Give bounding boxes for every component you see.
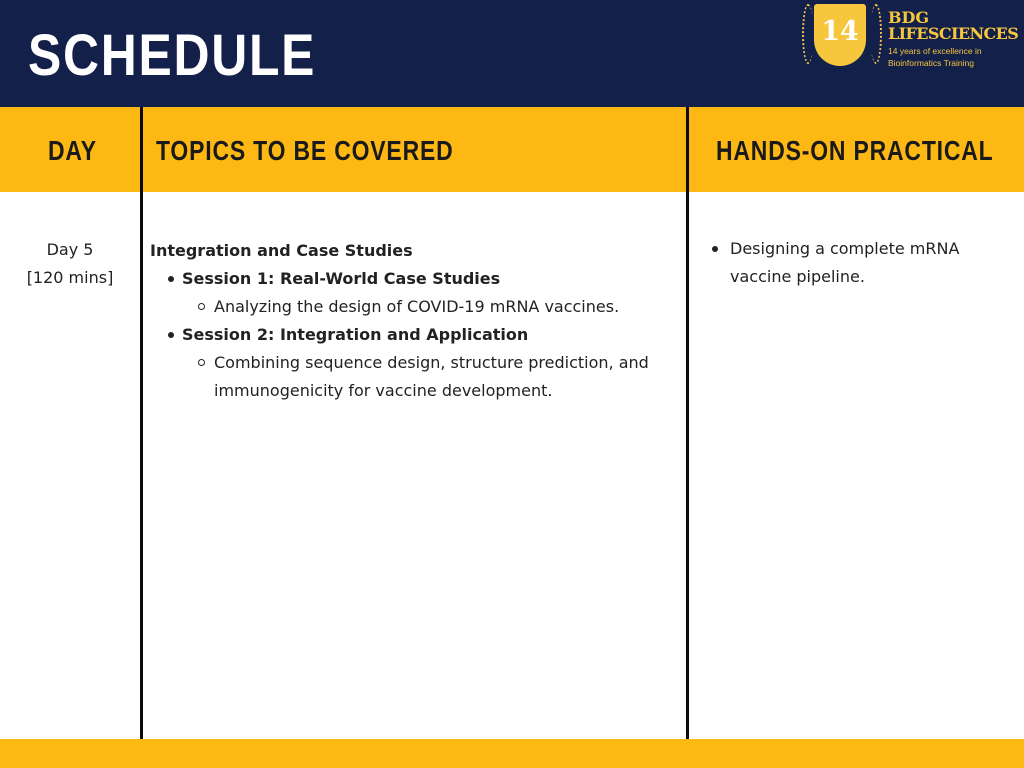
day-duration: [120 mins] (26, 268, 114, 287)
day-cell (0, 236, 140, 292)
session-item (150, 321, 682, 405)
session-subitem-text: Combining sequence design, structure prediction, and immunogenicity for vaccine development. (214, 353, 649, 400)
practical-item-text: Designing a complete mRNA vaccine pipeline. (730, 239, 960, 286)
column-header-day: DAY (48, 135, 97, 166)
bullet-icon (168, 332, 174, 338)
page-title: SCHEDULE (28, 23, 317, 88)
logo-brand-line1: BDG (888, 8, 930, 27)
logo-tagline-line1: 14 years of excellence in (888, 46, 982, 56)
logo-number: 14 (821, 16, 859, 47)
hollow-bullet-icon (198, 359, 205, 366)
session-subitem-text: Analyzing the design of COVID-19 mRNA vaccines. (214, 297, 620, 316)
table-header-row (0, 107, 1024, 192)
practical-cell (712, 235, 1012, 291)
laurel-left-icon (802, 4, 814, 64)
topic-heading: Integration and Case Studies (150, 241, 413, 260)
hollow-bullet-icon (198, 303, 205, 310)
session-title: Session 1: Real-World Case Studies (182, 269, 501, 288)
header-bar (0, 0, 1024, 107)
logo (796, 2, 1022, 72)
shield-icon (814, 4, 866, 66)
session-list (150, 265, 682, 405)
practical-item (712, 235, 1012, 291)
logo-brand-line2: LIFESCIENCES (888, 24, 1019, 43)
laurel-right-icon (870, 4, 882, 64)
session-subitems (182, 293, 682, 321)
column-divider (686, 107, 689, 739)
topics-cell (150, 237, 682, 405)
session-subitem (182, 293, 682, 321)
bullet-icon (712, 246, 718, 252)
session-subitems (182, 349, 682, 405)
column-header-topics: TOPICS TO BE COVERED (156, 135, 454, 166)
session-subitem (182, 349, 682, 405)
session-item (150, 265, 682, 321)
column-divider (140, 107, 143, 739)
logo-tagline-line2: Bioinformatics Training (888, 58, 974, 68)
practical-list (712, 235, 1012, 291)
session-title: Session 2: Integration and Application (182, 325, 529, 344)
footer-bar (0, 739, 1024, 768)
bullet-icon (168, 276, 174, 282)
day-label: Day 5 (46, 240, 94, 259)
column-header-practical: HANDS-ON PRACTICAL (716, 135, 994, 166)
